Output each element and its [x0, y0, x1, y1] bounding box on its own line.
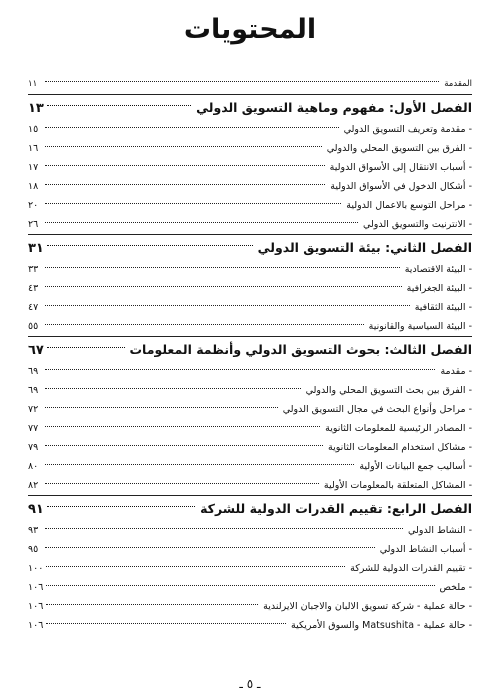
chapter-page-number: ٦٧ — [28, 343, 44, 358]
entry-label: - البيئة الاقتصادية — [403, 260, 472, 279]
entry-page-number: ٨٠ — [28, 461, 39, 472]
entry-page-number: ١٠٠ — [28, 563, 44, 574]
toc-entry[interactable] — [28, 215, 472, 234]
dot-leader — [46, 623, 286, 624]
chapter-section — [28, 234, 472, 336]
dot-leader — [45, 445, 323, 446]
entry-label: - أسباب الانتقال إلى الأسواق الدولية — [328, 158, 472, 177]
entry-page-number: ١٦ — [28, 143, 39, 154]
dot-leader — [45, 286, 402, 287]
dot-leader — [45, 369, 435, 370]
dot-leader — [45, 165, 325, 166]
toc-entry[interactable] — [28, 578, 472, 597]
entry-label: - مراحل وأنواع البحث في مجال التسويق الدولي — [281, 400, 472, 419]
dot-leader — [46, 585, 434, 586]
dot-leader — [45, 305, 410, 306]
entry-label: - الفرق بين التسويق المحلي والدولي — [325, 139, 472, 158]
toc-entry[interactable] — [28, 616, 472, 635]
table-of-contents — [28, 76, 472, 635]
entry-label: - البيئة الجغرافية — [405, 279, 472, 298]
entry-label: - أساليب جمع البيانات الأولية — [357, 457, 472, 476]
dot-leader — [46, 604, 258, 605]
chapter-heading[interactable] — [28, 337, 472, 362]
entry-label: - مقدمة وتعريف التسويق الدولي — [342, 120, 472, 139]
entry-label: - أشكال الدخول في الأسواق الدولية — [328, 177, 472, 196]
chapter-title: الفصل الأول: مفهوم وماهية التسويق الدولي — [196, 100, 472, 115]
chapter-heading[interactable] — [28, 235, 472, 260]
dot-leader — [45, 464, 354, 465]
dot-leader — [45, 547, 375, 548]
dot-leader — [45, 81, 439, 82]
toc-entry[interactable] — [28, 400, 472, 419]
entry-page-number: ٤٣ — [28, 283, 39, 294]
dot-leader — [45, 483, 319, 484]
entry-label: - الانترنيت والتسويق الدولي — [361, 215, 472, 234]
entry-page-number: ١٧ — [28, 162, 39, 173]
entry-page-number: ٢٦ — [28, 219, 39, 230]
entry-page-number: ٨٢ — [28, 480, 39, 491]
dot-leader — [45, 127, 339, 128]
entry-label: - مقدمة — [438, 362, 472, 381]
chapter-title: الفصل الثاني: بيئة التسويق الدولي — [257, 240, 472, 255]
entry-label: - الفرق بين بحث التسويق المحلي والدولي — [304, 381, 472, 400]
chapter-title: الفصل الرابع: تقييم القدرات الدولية للشركة — [200, 501, 472, 516]
entry-label: - المصادر الرئيسية للمعلومات الثانوية — [323, 419, 472, 438]
chapter-page-number: ٩١ — [28, 502, 44, 517]
dot-leader — [47, 105, 191, 106]
entry-label: - مراحل التوسع بالاعمال الدولية — [344, 196, 472, 215]
dot-leader — [47, 506, 195, 507]
entry-page-number: ١٠٦ — [28, 620, 44, 631]
chapter-page-number: ٣١ — [28, 241, 44, 256]
toc-entry[interactable] — [28, 597, 472, 616]
toc-entry[interactable] — [28, 196, 472, 215]
entry-page-number: ٩٣ — [28, 525, 39, 536]
dot-leader — [45, 184, 325, 185]
dot-leader — [47, 245, 253, 246]
toc-entry[interactable] — [28, 419, 472, 438]
toc-entry[interactable] — [28, 298, 472, 317]
dot-leader — [47, 347, 125, 348]
entry-page-number: ٥٥ — [28, 321, 39, 332]
toc-entry[interactable] — [28, 260, 472, 279]
page-title: المحتويات — [183, 14, 317, 45]
chapter-heading[interactable] — [28, 496, 472, 521]
chapter-heading[interactable] — [28, 95, 472, 120]
toc-entry[interactable] — [28, 120, 472, 139]
toc-entry[interactable] — [28, 362, 472, 381]
entry-label: - أسباب النشاط الدولي — [378, 540, 472, 559]
toc-entry[interactable] — [28, 457, 472, 476]
toc-entry[interactable] — [28, 476, 472, 495]
toc-entry[interactable] — [28, 438, 472, 457]
toc-entry[interactable] — [28, 381, 472, 400]
dot-leader — [45, 222, 358, 223]
chapter-section — [28, 336, 472, 495]
dot-leader — [45, 203, 341, 204]
dot-leader — [46, 566, 345, 567]
toc-entry[interactable] — [28, 317, 472, 336]
entry-page-number: ٤٧ — [28, 302, 39, 313]
entry-page-number: ١١ — [28, 79, 38, 89]
entry-page-number: ١٠٦ — [28, 582, 44, 593]
entry-page-number: ٢٠ — [28, 200, 39, 211]
entry-page-number: ١٠٦ — [28, 601, 44, 612]
entry-page-number: ٧٧ — [28, 423, 39, 434]
dot-leader — [45, 146, 322, 147]
dot-leader — [45, 267, 400, 268]
entry-label: المقدمة — [444, 79, 472, 89]
page-footer-number: ـ ٥ ـ — [239, 677, 261, 691]
toc-entry[interactable] — [28, 521, 472, 540]
entry-label: - حالة عملية - شركة تسويق الالبان والاجبان الايرلندية — [261, 597, 472, 616]
entry-label: - النشاط الدولي — [406, 521, 472, 540]
entry-page-number: ٦٩ — [28, 366, 39, 377]
entry-page-number: ١٨ — [28, 181, 39, 192]
chapter-title: الفصل الثالث: بحوث التسويق الدولي وأنظمة المعلومات — [129, 342, 472, 357]
chapter-section — [28, 94, 472, 234]
entry-label: - مشاكل استخدام المعلومات الثانوية — [326, 438, 472, 457]
entry-page-number: ٣٣ — [28, 264, 39, 275]
entry-label: - المشاكل المتعلقة بالمعلومات الأولية — [322, 476, 472, 495]
toc-entry[interactable] — [28, 540, 472, 559]
entry-page-number: ٧٢ — [28, 404, 39, 415]
toc-entry[interactable] — [28, 139, 472, 158]
dot-leader — [45, 407, 278, 408]
toc-entry[interactable] — [28, 559, 472, 578]
dot-leader — [45, 426, 320, 427]
entry-label: - ملخص — [438, 578, 472, 597]
entry-page-number: ١٥ — [28, 124, 39, 135]
entry-label: - حالة عملية - Matsushita والسوق الأمريكية — [289, 616, 472, 635]
toc-entry[interactable] — [28, 279, 472, 298]
entry-page-number: ٧٩ — [28, 442, 39, 453]
entry-page-number: ٩٥ — [28, 544, 39, 555]
dot-leader — [45, 324, 364, 325]
toc-entry-introduction[interactable] — [28, 76, 472, 92]
entry-label: - البيئة السياسية والقانونية — [367, 317, 472, 336]
chapter-section — [28, 495, 472, 635]
dot-leader — [45, 388, 301, 389]
toc-entry[interactable] — [28, 177, 472, 196]
entry-label: - تقييم القدرات الدولية للشركة — [348, 559, 472, 578]
dot-leader — [45, 528, 403, 529]
entry-page-number: ٦٩ — [28, 385, 39, 396]
chapter-page-number: ١٣ — [28, 101, 44, 116]
toc-entry[interactable] — [28, 158, 472, 177]
entry-label: - البيئة الثقافية — [413, 298, 472, 317]
